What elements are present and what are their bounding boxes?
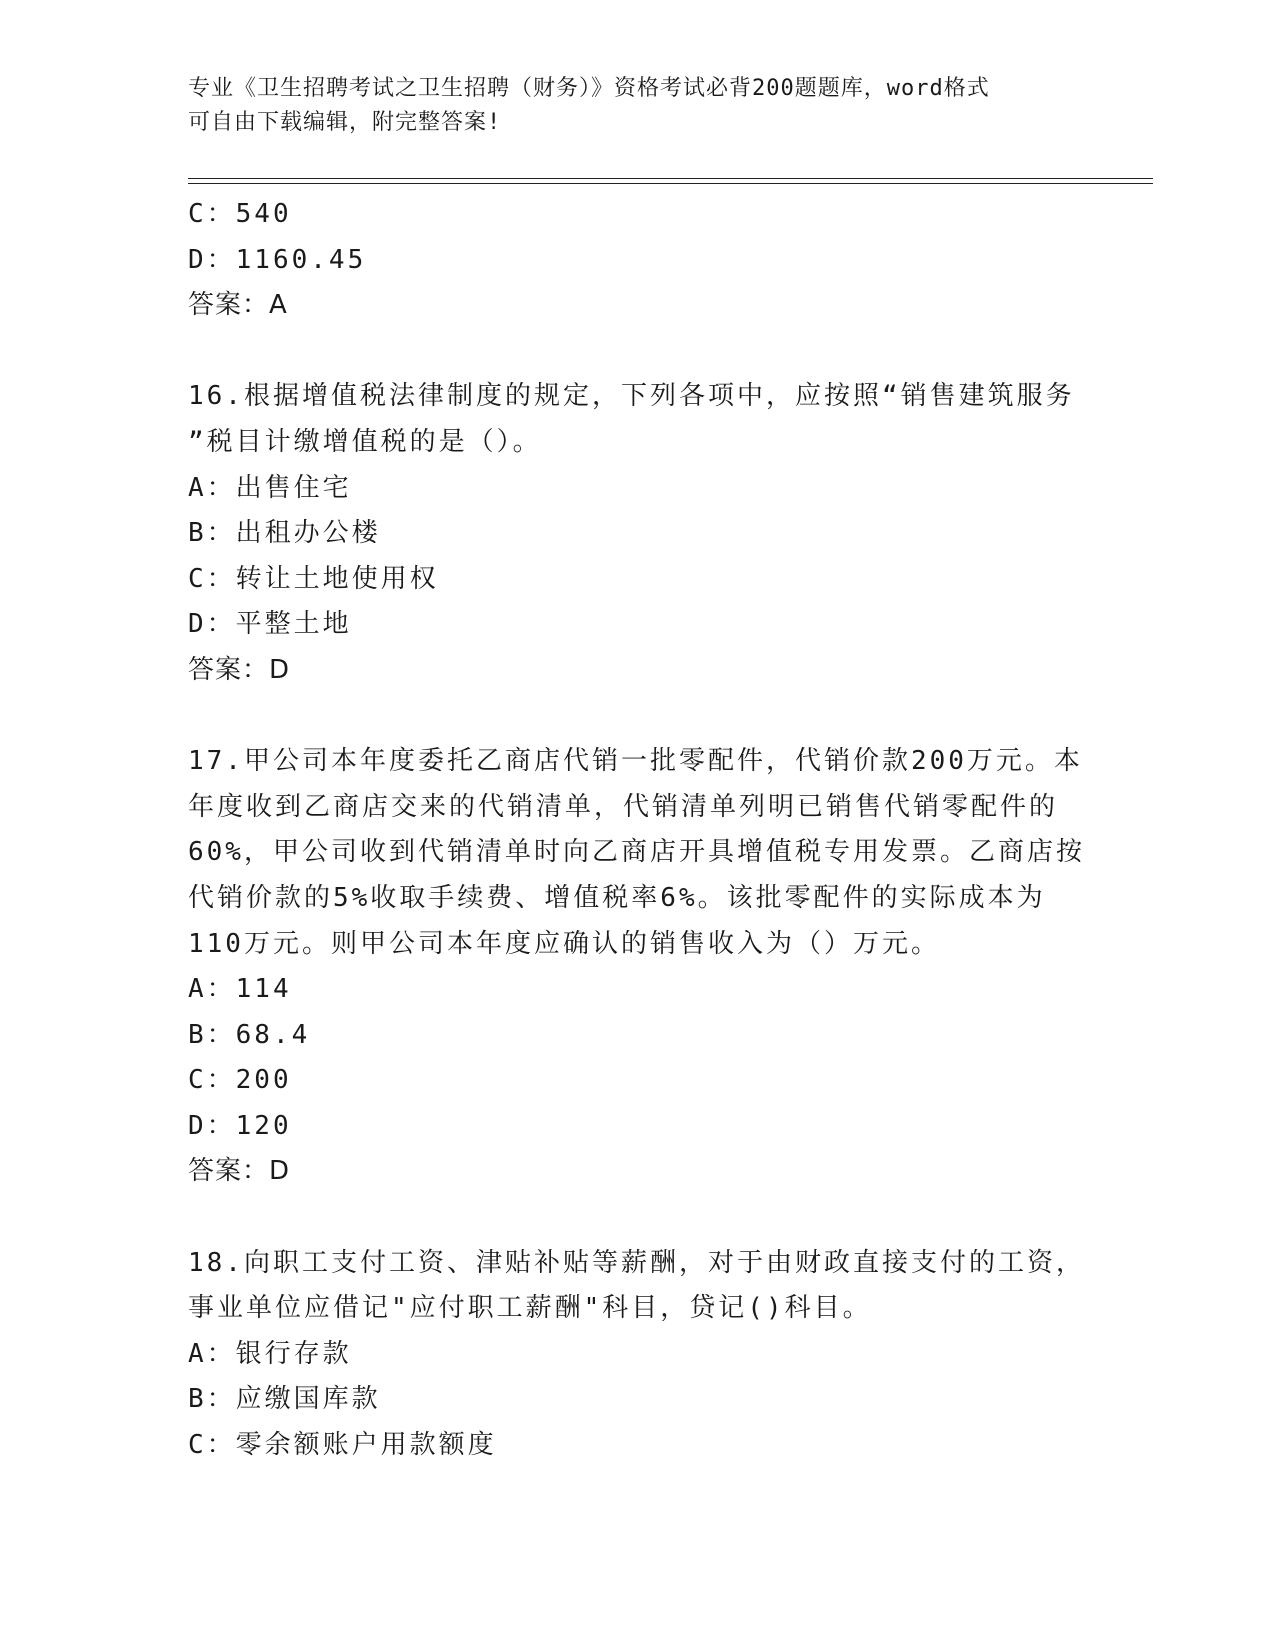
option-a: A：114 <box>188 974 292 1005</box>
answer-line: 答案：D <box>188 654 291 685</box>
option-d: D：120 <box>188 1110 292 1141</box>
header-line-1: 专业《卫生招聘考试之卫生招聘（财务）》资格考试必背200题题库，word格式 <box>188 76 990 101</box>
option-d: D：1160.45 <box>188 244 367 275</box>
question-18 <box>188 1241 1088 1469</box>
option-b: B：68.4 <box>188 1019 311 1050</box>
question-text-line: 代销价款的5%收取手续费、增值税率6%。该批零配件的实际成本为 <box>188 882 1046 913</box>
option-b: B：出租办公楼 <box>188 518 381 549</box>
question-text-line: 17.甲公司本年度委托乙商店代销一批零配件，代销价款200万元。本 <box>188 746 1083 777</box>
option-c: C：200 <box>188 1065 292 1096</box>
question-text-line: ”税目计缴增值税的是（）。 <box>188 426 542 457</box>
question-text-line: 110万元。则甲公司本年度应确认的销售收入为（）万元。 <box>188 928 940 959</box>
question-17 <box>188 739 1088 1195</box>
question-15-tail <box>188 192 1088 329</box>
option-a: A：银行存款 <box>188 1338 352 1369</box>
header-rule-bottom <box>188 183 1153 184</box>
option-b: B：应缴国库款 <box>188 1384 381 1415</box>
question-text-line: 18.向职工支付工资、津贴补贴等薪酬，对于由财政直接支付的工资， <box>188 1247 1085 1278</box>
page-header <box>188 72 1088 140</box>
answer-line: 答案：A <box>188 290 288 321</box>
question-text-line: 60%，甲公司收到代销清单时向乙商店开具增值税专用发票。乙商店按 <box>188 837 1085 868</box>
spacer <box>188 329 1088 375</box>
question-text-line: 16.根据增值税法律制度的规定，下列各项中，应按照“销售建筑服务 <box>188 381 1075 412</box>
spacer <box>188 1195 1088 1241</box>
header-line-2: 可自由下载编辑，附完整答案! <box>188 110 502 135</box>
header-rule-top <box>188 178 1153 179</box>
question-content <box>188 192 1088 1469</box>
spacer <box>188 694 1088 740</box>
answer-line: 答案：D <box>188 1156 291 1187</box>
option-d: D：平整土地 <box>188 609 352 640</box>
question-text-line: 事业单位应借记"应付职工薪酬"科目，贷记()科目。 <box>188 1293 872 1324</box>
option-c: C：零余额账户用款额度 <box>188 1430 497 1461</box>
option-c: C：540 <box>188 199 292 229</box>
option-a: A：出售住宅 <box>188 472 352 503</box>
question-text-line: 年度收到乙商店交来的代销清单，代销清单列明已销售代销零配件的 <box>188 791 1059 822</box>
option-c: C：转让土地使用权 <box>188 563 439 594</box>
question-16 <box>188 374 1088 693</box>
